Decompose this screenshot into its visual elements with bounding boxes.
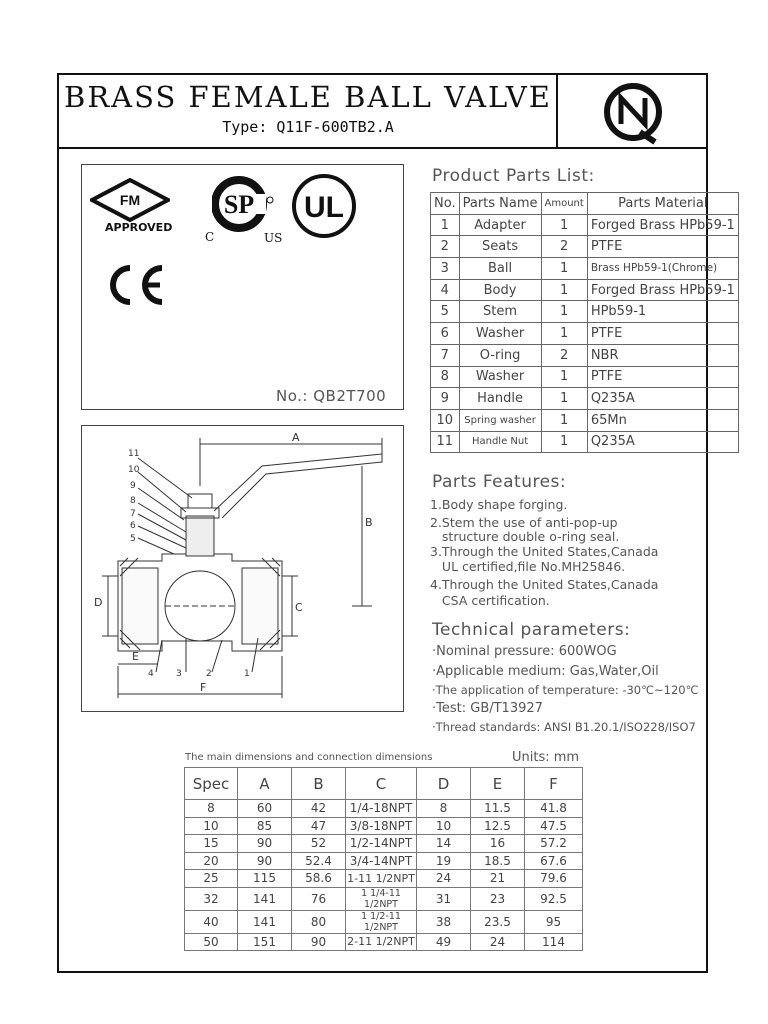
- dimensions-table: [184, 767, 583, 951]
- part-label-3: 3: [176, 669, 182, 679]
- table-cell: 2: [431, 236, 460, 258]
- col-header: D: [417, 768, 471, 800]
- table-cell: PTFE: [587, 366, 738, 388]
- dim-label-f: F: [200, 681, 207, 694]
- table-cell: 115: [238, 870, 292, 888]
- table-cell: 58.6: [292, 870, 346, 888]
- table-row: [185, 835, 583, 853]
- table-row: [185, 800, 583, 818]
- dim-label-d: D: [94, 596, 103, 609]
- table-cell: Spring washer: [459, 409, 541, 431]
- feature-item: CSA certification.: [430, 593, 550, 608]
- table-cell: 95: [525, 910, 583, 933]
- col-header: No.: [431, 193, 460, 215]
- table-cell: 3/8-18NPT: [346, 817, 417, 835]
- table-row: [185, 910, 583, 933]
- table-row: [431, 301, 739, 323]
- table-cell: 65Mn: [587, 409, 738, 431]
- table-cell: 50: [185, 933, 238, 951]
- technical-item: ·Test: GB/T13927: [432, 701, 543, 716]
- feature-item: 4.Through the United States,Canada: [430, 577, 659, 592]
- table-cell: PTFE: [587, 323, 738, 345]
- table-cell: 52: [292, 835, 346, 853]
- table-row: [185, 852, 583, 870]
- feature-item: 3.Through the United States,Canada: [430, 544, 659, 559]
- parts-table: [430, 192, 739, 453]
- parts-table-header: [431, 193, 739, 215]
- table-cell: 42: [292, 800, 346, 818]
- header-divider: [57, 147, 708, 149]
- table-cell: Handle: [459, 388, 541, 410]
- table-cell: 67.6: [525, 852, 583, 870]
- table-cell: 2-11 1/2NPT: [346, 933, 417, 951]
- table-cell: 85: [238, 817, 292, 835]
- col-header: C: [346, 768, 417, 800]
- table-cell: 1: [541, 323, 587, 345]
- csa-icon: [212, 176, 274, 234]
- units-label: Units: mm: [512, 750, 580, 765]
- table-cell: 21: [471, 870, 525, 888]
- part-label-5: 5: [130, 534, 136, 544]
- table-cell: 1 1/4-11 1/2NPT: [346, 887, 417, 910]
- table-row: [431, 236, 739, 258]
- ce-mark-icon: [100, 262, 170, 308]
- part-label-1: 1: [244, 669, 250, 679]
- col-header: Spec: [185, 768, 238, 800]
- fm-approved-label: APPROVED: [105, 221, 173, 234]
- table-cell: 1: [541, 258, 587, 280]
- table-cell: Adapter: [459, 214, 541, 236]
- table-cell: 60: [238, 800, 292, 818]
- table-row: [431, 279, 739, 301]
- col-header: Amount: [541, 193, 587, 215]
- table-cell: 16: [471, 835, 525, 853]
- table-cell: 10: [417, 817, 471, 835]
- table-cell: 80: [292, 910, 346, 933]
- table-row: [431, 323, 739, 345]
- table-cell: 20: [185, 852, 238, 870]
- table-cell: 151: [238, 933, 292, 951]
- table-cell: Forged Brass HPb59-1: [587, 214, 738, 236]
- table-cell: 114: [525, 933, 583, 951]
- table-cell: 14: [417, 835, 471, 853]
- table-cell: 1: [541, 388, 587, 410]
- ul-icon: [290, 172, 358, 240]
- table-cell: 15: [185, 835, 238, 853]
- table-cell: 19: [417, 852, 471, 870]
- table-cell: NBR: [587, 344, 738, 366]
- table-cell: 2: [541, 344, 587, 366]
- feature-item: 1.Body shape forging.: [430, 497, 568, 512]
- table-cell: 11: [431, 431, 460, 453]
- table-cell: 41.8: [525, 800, 583, 818]
- col-header: Parts Name: [459, 193, 541, 215]
- table-cell: 8: [185, 800, 238, 818]
- document-title: BRASS FEMALE BALL VALVE: [64, 80, 552, 114]
- dim-label-c: C: [295, 601, 303, 614]
- dimensions-caption: The main dimensions and connection dimensions: [185, 752, 433, 763]
- nq-logo-icon: [600, 80, 670, 146]
- table-cell: 57.2: [525, 835, 583, 853]
- table-cell: 9: [431, 388, 460, 410]
- table-cell: 1-11 1/2NPT: [346, 870, 417, 888]
- table-cell: 8: [431, 366, 460, 388]
- table-row: [431, 344, 739, 366]
- table-cell: 11.5: [471, 800, 525, 818]
- dim-label-b: B: [365, 516, 373, 529]
- part-label-9: 9: [130, 481, 136, 491]
- table-row: [431, 214, 739, 236]
- table-cell: 12.5: [471, 817, 525, 835]
- part-label-4: 4: [148, 669, 154, 679]
- table-cell: 3/4-14NPT: [346, 852, 417, 870]
- table-cell: 1: [431, 214, 460, 236]
- fm-text: FM: [119, 192, 141, 208]
- header-logo-divider: [556, 73, 558, 148]
- table-cell: 18.5: [471, 852, 525, 870]
- table-cell: 25: [185, 870, 238, 888]
- table-cell: 6: [431, 323, 460, 345]
- table-cell: 47: [292, 817, 346, 835]
- col-header: Parts Material: [587, 193, 738, 215]
- feature-item: structure double o-ring seal.: [430, 529, 620, 544]
- table-row: [185, 933, 583, 951]
- part-label-7: 7: [130, 509, 136, 519]
- col-header: F: [525, 768, 583, 800]
- table-row: [431, 409, 739, 431]
- table-row: [431, 431, 739, 453]
- table-cell: 141: [238, 887, 292, 910]
- csa-c-label: C: [205, 230, 215, 244]
- table-cell: 49: [417, 933, 471, 951]
- table-cell: 47.5: [525, 817, 583, 835]
- col-header: A: [238, 768, 292, 800]
- certificate-number: No.: QB2T700: [276, 387, 387, 405]
- part-label-8: 8: [130, 496, 136, 506]
- table-cell: 90: [238, 852, 292, 870]
- table-cell: 23: [471, 887, 525, 910]
- technical-item: ·Nominal pressure: 600WOG: [432, 644, 617, 659]
- part-label-10: 10: [128, 465, 140, 475]
- table-row: [431, 388, 739, 410]
- table-cell: Ball: [459, 258, 541, 280]
- table-cell: Washer: [459, 323, 541, 345]
- table-cell: 40: [185, 910, 238, 933]
- dim-label-a: A: [292, 431, 300, 444]
- table-cell: 1/4-18NPT: [346, 800, 417, 818]
- table-row: [185, 887, 583, 910]
- table-row: [431, 366, 739, 388]
- table-cell: 141: [238, 910, 292, 933]
- csa-us-label: US: [264, 231, 283, 245]
- table-cell: 76: [292, 887, 346, 910]
- technical-item: ·Applicable medium: Gas,Water,Oil: [432, 664, 659, 679]
- dimensions-table-header: [185, 768, 583, 800]
- table-cell: 4: [431, 279, 460, 301]
- table-cell: Stem: [459, 301, 541, 323]
- table-cell: Washer: [459, 366, 541, 388]
- technical-parameters-title: Technical parameters:: [432, 620, 631, 640]
- table-cell: 1: [541, 214, 587, 236]
- table-cell: 1: [541, 431, 587, 453]
- table-cell: 2: [541, 236, 587, 258]
- table-cell: 52.4: [292, 852, 346, 870]
- fm-approved-icon: [90, 178, 170, 224]
- dim-label-e: E: [132, 650, 139, 663]
- table-cell: Forged Brass HPb59-1: [587, 279, 738, 301]
- table-cell: 38: [417, 910, 471, 933]
- table-cell: Brass HPb59-1(Chrome): [587, 258, 738, 280]
- table-cell: 10: [185, 817, 238, 835]
- table-cell: 79.6: [525, 870, 583, 888]
- feature-item: UL certified,file No.MH25846.: [430, 559, 626, 574]
- table-cell: 5: [431, 301, 460, 323]
- parts-list-title: Product Parts List:: [432, 166, 595, 186]
- col-header: B: [292, 768, 346, 800]
- table-cell: HPb59-1: [587, 301, 738, 323]
- table-cell: 8: [417, 800, 471, 818]
- table-cell: 3: [431, 258, 460, 280]
- table-cell: 1: [541, 279, 587, 301]
- table-cell: 90: [238, 835, 292, 853]
- col-header: E: [471, 768, 525, 800]
- table-cell: O-ring: [459, 344, 541, 366]
- table-cell: 1/2-14NPT: [346, 835, 417, 853]
- table-row: [185, 870, 583, 888]
- technical-item: ·The application of temperature: -30℃~120℃: [432, 683, 699, 697]
- table-cell: 7: [431, 344, 460, 366]
- svg-text:SP: SP: [223, 190, 255, 219]
- table-cell: 1 1/2-11 1/2NPT: [346, 910, 417, 933]
- table-cell: 31: [417, 887, 471, 910]
- table-cell: 92.5: [525, 887, 583, 910]
- table-cell: Handle Nut: [459, 431, 541, 453]
- table-cell: Q235A: [587, 431, 738, 453]
- technical-item: ·Thread standards: ANSI B1.20.1/ISO228/ISO7: [432, 720, 696, 734]
- table-cell: Seats: [459, 236, 541, 258]
- part-label-6: 6: [130, 521, 136, 531]
- feature-item: 2.Stem the use of anti-pop-up: [430, 515, 618, 530]
- table-cell: 23.5: [471, 910, 525, 933]
- part-label-11: 11: [128, 449, 140, 459]
- table-cell: 24: [471, 933, 525, 951]
- table-cell: Q235A: [587, 388, 738, 410]
- table-row: [185, 817, 583, 835]
- table-cell: 90: [292, 933, 346, 951]
- svg-text:UL: UL: [304, 191, 344, 224]
- parts-features-title: Parts Features:: [432, 472, 567, 492]
- table-cell: 1: [541, 409, 587, 431]
- table-cell: PTFE: [587, 236, 738, 258]
- table-row: [431, 258, 739, 280]
- table-cell: 10: [431, 409, 460, 431]
- table-cell: 1: [541, 366, 587, 388]
- valve-cross-section-drawing: [82, 426, 403, 711]
- part-label-2: 2: [206, 669, 212, 679]
- table-cell: 1: [541, 301, 587, 323]
- table-cell: Body: [459, 279, 541, 301]
- table-cell: 24: [417, 870, 471, 888]
- table-cell: 32: [185, 887, 238, 910]
- product-type: Type: Q11F-600TB2.A: [222, 118, 394, 136]
